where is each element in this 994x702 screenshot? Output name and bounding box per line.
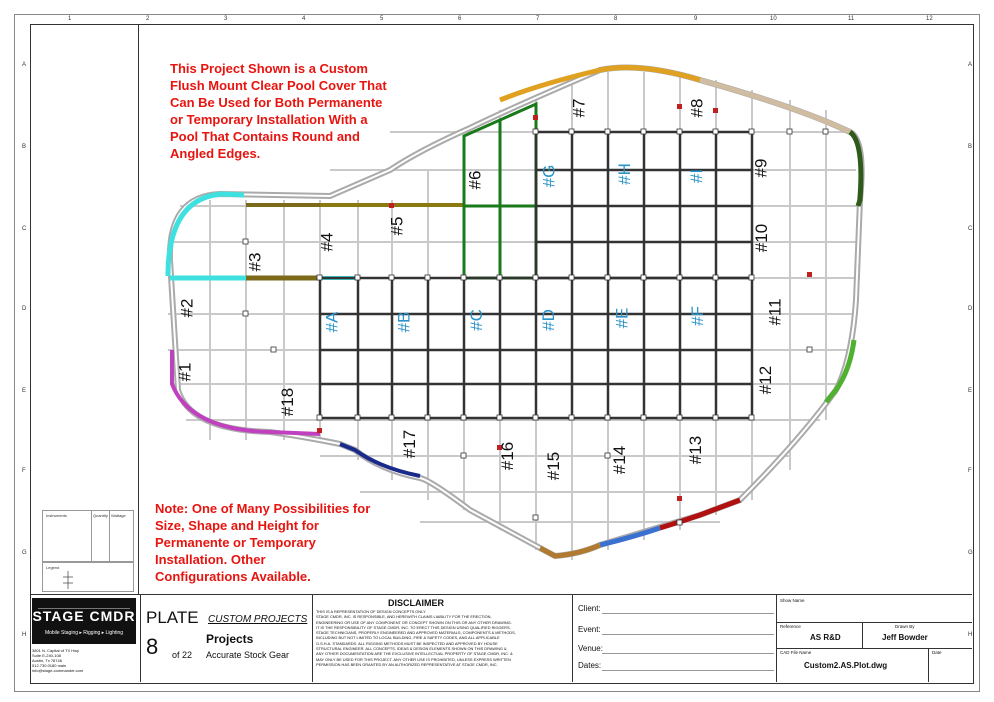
grid-col-label: 5 bbox=[380, 16, 384, 22]
grid-col-label: 10 bbox=[770, 16, 777, 22]
grid-row-label: F bbox=[22, 468, 26, 474]
plate-number: 8 bbox=[146, 634, 159, 659]
grid-row-label: A bbox=[22, 62, 27, 68]
tb-divider bbox=[140, 594, 141, 682]
address-line: 3801 N. Capital of TX Hwy bbox=[32, 648, 80, 653]
grid-col-label: 11 bbox=[848, 16, 855, 22]
address-line: Suite E-240-108 bbox=[32, 653, 61, 658]
grid-row-label: B bbox=[22, 144, 27, 150]
reference-label: Reference bbox=[780, 624, 801, 629]
grid-col-label: 12 bbox=[926, 16, 933, 22]
tb-line bbox=[776, 622, 972, 623]
project-note-bottom bbox=[155, 500, 370, 585]
grid-row-label-right: C bbox=[968, 226, 973, 232]
project-note-top bbox=[170, 60, 387, 162]
section-label: #7 bbox=[569, 98, 589, 118]
section-label: #14 bbox=[610, 445, 630, 475]
section-label-lettered: #I bbox=[687, 168, 707, 184]
event-label: Event: bbox=[578, 625, 601, 634]
grid-row-label-right: H bbox=[968, 632, 973, 638]
disclaimer-text bbox=[316, 609, 516, 667]
tb-line bbox=[602, 613, 774, 614]
section-label-lettered: #D bbox=[538, 309, 558, 331]
grid-row-label: D bbox=[22, 306, 27, 312]
disclaimer-line: INCLUDING BUT NOT LIMITED TO LOCAL BUILDING, FIRE & SAFETY CODES, AND ALL APPLICABLE bbox=[316, 635, 500, 641]
tb-divider bbox=[928, 648, 929, 682]
section-label: #10 bbox=[752, 223, 772, 253]
grid-row-label-right: B bbox=[968, 144, 973, 150]
projects-title: Projects bbox=[206, 632, 254, 646]
tb-line bbox=[602, 634, 774, 635]
tb-divider bbox=[572, 594, 573, 682]
edge-segment-gold bbox=[500, 68, 700, 100]
tb-line bbox=[776, 648, 972, 649]
grid-row-label-right: G bbox=[968, 550, 973, 556]
grid-col-label: 2 bbox=[146, 16, 150, 22]
grid-col-label: 4 bbox=[302, 16, 306, 22]
company-logo bbox=[32, 598, 136, 644]
show-name-label: Show Name bbox=[780, 598, 805, 603]
cad-file-label: CAD File Name bbox=[780, 650, 812, 655]
category-label: CUSTOM PROJECTS bbox=[208, 614, 308, 625]
tb-line bbox=[602, 653, 774, 654]
drawn-by-label: Drawn By bbox=[895, 624, 915, 629]
section-label: #12 bbox=[756, 365, 776, 395]
section-label-lettered: #F bbox=[687, 306, 707, 326]
section-label: #9 bbox=[751, 158, 771, 178]
disclaimer-line: THIS IS A REPRESENTATION OF DESIGN CONCEPTS ONLY. bbox=[316, 609, 427, 614]
note-line: Size, Shape and Height for bbox=[155, 518, 319, 533]
company-name: STAGE CMDR bbox=[32, 608, 136, 624]
disclaimer-line: ENGINEERING OR USE OF ANY COMPONENT OR CONCEPT SHOWN ON THIS OR ANY OTHER DRAWING. bbox=[316, 619, 512, 625]
grid-row-label: E bbox=[22, 388, 27, 394]
note-line: This Project Shown is a Custom bbox=[170, 61, 368, 76]
note-line: Pool That Contains Round and bbox=[170, 129, 360, 144]
note-line: Installation. Other bbox=[155, 552, 266, 567]
section-label: #6 bbox=[465, 170, 485, 190]
section-label-lettered: #E bbox=[612, 307, 632, 329]
disclaimer-line: MAY ONLY BE USED FOR THIS PROJECT. ANY OTHER USE IS PROHIBITED, UNLESS EXPRESS WRITTEN bbox=[316, 656, 511, 662]
company-tagline: Mobile Staging ▸ Rigging ▸ Lighting bbox=[44, 630, 124, 636]
grid-row-label: H bbox=[22, 632, 27, 638]
company-address bbox=[32, 648, 83, 673]
note-line: Flush Mount Clear Pool Cover That bbox=[170, 78, 387, 93]
grid-row-label: C bbox=[22, 226, 27, 232]
cad-file-value: Custom2.AS.Plot.dwg bbox=[804, 661, 888, 670]
section-label-lettered: #H bbox=[614, 163, 634, 185]
tb-divider bbox=[776, 594, 777, 682]
section-label: #18 bbox=[278, 387, 298, 417]
section-label-lettered: #G bbox=[539, 164, 559, 188]
drawn-by-value: Jeff Bowder bbox=[882, 633, 928, 642]
section-label: #15 bbox=[544, 451, 564, 481]
section-label-lettered: #A bbox=[322, 311, 342, 333]
grid-col-label: 3 bbox=[224, 16, 228, 22]
disclaimer-line: STRUCTURAL ENGINEER. ALL CONCEPTS, IDEAS & DESIGN ELEMENTS SHOWN ON THIS DRAWING & bbox=[316, 646, 507, 652]
section-label: #8 bbox=[687, 98, 707, 118]
grid-col-label: 8 bbox=[614, 16, 618, 22]
plate-subtitle: Accurate Stock Gear bbox=[206, 650, 290, 660]
address-line: 512.730.0180 main bbox=[32, 663, 67, 668]
section-label: #16 bbox=[498, 441, 518, 471]
disclaimer-line: STAGE CMDR, INC. IS RESPONSIBLE, AND HEREWITH CLAIMS LIABILITY FOR THE ERECTION, bbox=[316, 614, 492, 620]
note-line: Angled Edges. bbox=[170, 146, 261, 161]
grid-row-label-right: E bbox=[968, 388, 973, 394]
tb-divider bbox=[862, 622, 863, 648]
section-label: #3 bbox=[245, 252, 265, 272]
note-line: Configurations Available. bbox=[155, 569, 311, 584]
instruments-col-label: Wattage bbox=[111, 513, 126, 518]
disclaimer-line: PERMISSION HAS BEEN GRANTED BY AN AUTHORIZED REPRESENTATIVE AT STAGE CMDR, INC. bbox=[316, 661, 498, 667]
section-label: #11 bbox=[765, 298, 785, 326]
section-label: #17 bbox=[400, 429, 420, 459]
grid-col-label: 6 bbox=[458, 16, 462, 22]
disclaimer-line: O.S.H.A. STANDARDS. ALL RIGGING METHODS MUST BE INSPECTED AND APPROVED BY HOUSE bbox=[316, 640, 498, 646]
note-line: Permanente or Temporary bbox=[155, 535, 316, 550]
plate-label: PLATE bbox=[146, 608, 199, 627]
grid-row-label-right: A bbox=[968, 62, 973, 68]
edge-segment-brown bbox=[540, 545, 600, 556]
section-label: #1 bbox=[175, 362, 195, 382]
disclaimer-line: STAGE TECHNICIANS, PROPERLY ENGINEERED AND APPROVED MATERIALS, COMPONENTS & METHODS, bbox=[316, 630, 516, 636]
edge-segment-darkred bbox=[660, 500, 740, 528]
grid-row-label: G bbox=[22, 550, 27, 556]
grid-col-label: 1 bbox=[68, 16, 72, 22]
client-label: Client: bbox=[578, 604, 601, 613]
venue-label: Venue: bbox=[578, 644, 603, 653]
instruments-label: Instruments bbox=[46, 513, 67, 518]
section-label-lettered: #C bbox=[466, 309, 486, 331]
grid-row-label-right: F bbox=[968, 468, 972, 474]
disclaimer-line: ANY OTHER DOCUMENTATION ARE THE EXCLUSIVE INTELLECTUAL PROPERTY OF STAGE CMDR, INC. & bbox=[316, 651, 513, 657]
address-line: info@stage-commander.com bbox=[32, 668, 84, 673]
disclaimer-title: DISCLAIMER bbox=[388, 598, 444, 608]
date-label: Date bbox=[932, 650, 942, 655]
instruments-col-label: Quantity bbox=[93, 513, 108, 518]
tb-divider bbox=[312, 594, 313, 682]
plate-of: of 22 bbox=[172, 650, 193, 660]
edge-segment-tan bbox=[700, 80, 850, 132]
reference-value: AS R&D bbox=[810, 633, 841, 642]
address-line: Austin, Tx 78746 bbox=[32, 658, 62, 663]
dates-label: Dates: bbox=[578, 661, 602, 670]
section-label: #4 bbox=[317, 232, 337, 252]
section-label-lettered: #B bbox=[394, 311, 414, 333]
grid-col-label: 9 bbox=[694, 16, 698, 22]
section-label: #2 bbox=[177, 298, 197, 318]
legend-label: Legend bbox=[46, 565, 60, 570]
disclaimer-line: IT IS THE RESPONSIBILITY OF STAGE CMDR, INC. TO ERECT THIS DESIGN USING QUALIFIED RIGGERS, bbox=[316, 624, 511, 630]
tb-line bbox=[602, 670, 774, 671]
grid-col-label: 7 bbox=[536, 16, 540, 22]
grid-row-label-right: D bbox=[968, 306, 973, 312]
note-line: Note: One of Many Possibilities for bbox=[155, 501, 371, 516]
section-label: #5 bbox=[387, 216, 407, 236]
note-line: Can Be Used for Both Permanente bbox=[170, 95, 383, 110]
note-line: or Temporary Installation With a bbox=[170, 112, 368, 127]
section-label: #13 bbox=[686, 435, 706, 465]
